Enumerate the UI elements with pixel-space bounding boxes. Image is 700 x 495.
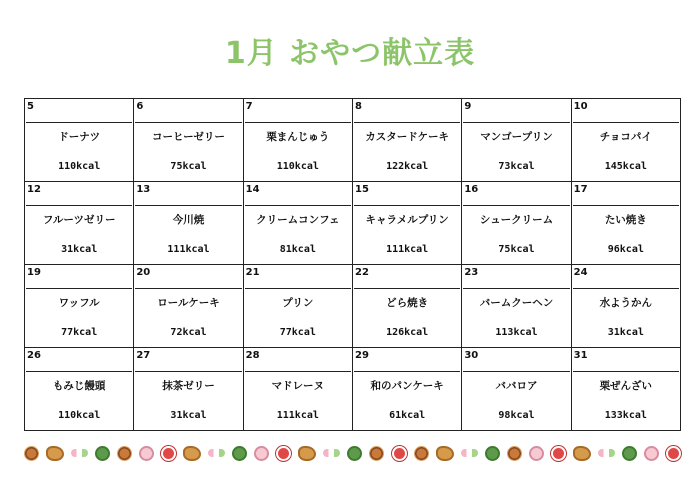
strawberry-daifuku-icon bbox=[276, 446, 291, 461]
calorie-value: 75kcal bbox=[170, 161, 207, 172]
day-number: 27 bbox=[136, 350, 151, 361]
snack-name: シュークリーム bbox=[479, 214, 554, 226]
calorie-value: 110kcal bbox=[58, 410, 101, 421]
kashiwa-mochi-icon bbox=[485, 446, 500, 461]
day-cell bbox=[462, 182, 571, 265]
day-number: 30 bbox=[464, 350, 479, 361]
day-cell bbox=[352, 265, 461, 348]
snack-name: コーヒーゼリー bbox=[152, 131, 225, 143]
day-cell bbox=[571, 182, 680, 265]
snack-name: カスタードケーキ bbox=[365, 131, 450, 143]
taiyaki-icon bbox=[573, 446, 591, 461]
cell-divider bbox=[245, 371, 351, 372]
cell-divider bbox=[135, 288, 241, 289]
cell-divider bbox=[245, 122, 351, 123]
day-cell bbox=[134, 265, 243, 348]
day-number: 19 bbox=[27, 267, 41, 278]
cell-divider bbox=[573, 371, 679, 372]
snack-name: プリン bbox=[282, 297, 314, 309]
cell-divider bbox=[26, 288, 132, 289]
calorie-value: 61kcal bbox=[389, 410, 426, 421]
calorie-value: 110kcal bbox=[276, 161, 319, 172]
cell-divider bbox=[463, 371, 569, 372]
calorie-value: 96kcal bbox=[607, 244, 644, 255]
day-cell bbox=[352, 348, 461, 431]
taiyaki-icon bbox=[46, 446, 64, 461]
day-number: 6 bbox=[136, 101, 144, 112]
day-number: 20 bbox=[136, 267, 151, 278]
day-cell bbox=[571, 99, 680, 182]
dango-icon bbox=[208, 449, 225, 457]
snack-name: 今川焼 bbox=[172, 214, 205, 226]
day-number: 9 bbox=[464, 101, 472, 112]
day-cell bbox=[571, 265, 680, 348]
cell-divider bbox=[354, 205, 460, 206]
day-cell bbox=[243, 182, 352, 265]
snack-name: 栗ぜんざい bbox=[599, 380, 653, 392]
calorie-value: 73kcal bbox=[498, 161, 535, 172]
cell-divider bbox=[135, 205, 241, 206]
calorie-value: 81kcal bbox=[279, 244, 316, 255]
snack-name: クリームコンフェ bbox=[256, 214, 340, 226]
day-cell bbox=[352, 99, 461, 182]
strawberry-daifuku-icon bbox=[392, 446, 407, 461]
day-cell bbox=[571, 348, 680, 431]
day-cell bbox=[134, 182, 243, 265]
taiyaki-icon bbox=[298, 446, 316, 461]
calorie-value: 113kcal bbox=[495, 327, 538, 338]
snack-name: たい焼き bbox=[604, 214, 647, 226]
calorie-value: 111kcal bbox=[386, 244, 429, 255]
calorie-value: 126kcal bbox=[386, 327, 429, 338]
cell-divider bbox=[573, 288, 679, 289]
calorie-value: 75kcal bbox=[498, 244, 535, 255]
day-number: 26 bbox=[27, 350, 41, 361]
day-cell bbox=[243, 99, 352, 182]
strawberry-daifuku-icon bbox=[161, 446, 176, 461]
cell-divider bbox=[463, 288, 569, 289]
kashiwa-mochi-icon bbox=[95, 446, 110, 461]
day-number: 13 bbox=[136, 184, 151, 195]
snack-name: マドレーヌ bbox=[271, 380, 325, 392]
dango-icon bbox=[323, 449, 340, 457]
snack-name: 水ようかん bbox=[599, 297, 653, 309]
sweets-border-decoration bbox=[24, 443, 681, 463]
cell-divider bbox=[135, 122, 241, 123]
cell-divider bbox=[354, 122, 460, 123]
day-cell bbox=[134, 348, 243, 431]
calorie-value: 145kcal bbox=[604, 161, 647, 172]
snack-name: ロールケーキ bbox=[157, 297, 220, 309]
mochi-icon bbox=[254, 446, 269, 461]
day-number: 14 bbox=[245, 184, 260, 195]
calorie-value: 122kcal bbox=[386, 161, 429, 172]
snack-name: 抹茶ゼリー bbox=[162, 380, 215, 392]
day-cell bbox=[25, 182, 134, 265]
day-cell bbox=[462, 348, 571, 431]
mochi-icon bbox=[139, 446, 154, 461]
dorayaki-icon bbox=[24, 446, 39, 461]
calorie-value: 77kcal bbox=[279, 327, 316, 338]
calorie-value: 133kcal bbox=[604, 410, 647, 421]
snack-name: ババロア bbox=[495, 380, 538, 392]
day-number: 5 bbox=[27, 101, 34, 112]
week-row bbox=[25, 348, 681, 431]
calorie-value: 77kcal bbox=[61, 327, 98, 338]
dango-icon bbox=[461, 449, 478, 457]
snack-name: マンゴープリン bbox=[480, 131, 553, 143]
day-cell bbox=[25, 348, 134, 431]
calorie-value: 111kcal bbox=[276, 410, 319, 421]
kashiwa-mochi-icon bbox=[347, 446, 362, 461]
snack-name: バームクーヘン bbox=[479, 297, 554, 309]
cell-divider bbox=[245, 205, 351, 206]
day-cell bbox=[134, 99, 243, 182]
snack-name: もみじ饅頭 bbox=[52, 380, 106, 392]
snack-name: 和のパンケーキ bbox=[370, 380, 444, 392]
calorie-value: 72kcal bbox=[170, 327, 207, 338]
week-row bbox=[25, 265, 681, 348]
day-number: 21 bbox=[245, 267, 260, 278]
calorie-value: 110kcal bbox=[58, 161, 101, 172]
cell-divider bbox=[354, 288, 460, 289]
day-number: 16 bbox=[464, 184, 479, 195]
snack-name: チョコパイ bbox=[599, 131, 652, 143]
day-number: 23 bbox=[464, 267, 479, 278]
day-cell bbox=[462, 265, 571, 348]
day-cell bbox=[243, 265, 352, 348]
cell-divider bbox=[354, 371, 460, 372]
cell-divider bbox=[26, 371, 132, 372]
cell-divider bbox=[463, 205, 569, 206]
mochi-icon bbox=[644, 446, 659, 461]
day-number: 31 bbox=[573, 350, 588, 361]
day-cell bbox=[243, 348, 352, 431]
day-number: 12 bbox=[27, 184, 41, 195]
cell-divider bbox=[573, 205, 679, 206]
day-cell bbox=[462, 99, 571, 182]
day-number: 28 bbox=[245, 350, 260, 361]
calorie-value: 98kcal bbox=[498, 410, 535, 421]
dorayaki-icon bbox=[117, 446, 132, 461]
day-number: 15 bbox=[354, 184, 369, 195]
week-row bbox=[25, 99, 681, 182]
dorayaki-icon bbox=[369, 446, 384, 461]
dango-icon bbox=[598, 449, 615, 457]
cell-divider bbox=[573, 122, 679, 123]
calorie-value: 31kcal bbox=[61, 244, 98, 255]
day-cell bbox=[25, 265, 134, 348]
calorie-value: 31kcal bbox=[170, 410, 207, 421]
mochi-icon bbox=[529, 446, 544, 461]
week-row bbox=[25, 182, 681, 265]
snack-name: どら焼き bbox=[386, 297, 429, 309]
snack-name: ドーナツ bbox=[58, 131, 101, 143]
day-number: 29 bbox=[354, 350, 369, 361]
strawberry-daifuku-icon bbox=[551, 446, 566, 461]
strawberry-daifuku-icon bbox=[666, 446, 681, 461]
snack-name: キャラメルプリン bbox=[365, 214, 449, 226]
day-number: 7 bbox=[245, 101, 253, 112]
day-number: 8 bbox=[354, 101, 362, 112]
cell-divider bbox=[26, 205, 132, 206]
page-title: 1月 おやつ献立表 bbox=[224, 36, 476, 71]
cell-divider bbox=[245, 288, 351, 289]
day-number: 24 bbox=[573, 267, 588, 278]
cell-divider bbox=[26, 122, 132, 123]
dorayaki-icon bbox=[507, 446, 522, 461]
kashiwa-mochi-icon bbox=[232, 446, 247, 461]
snack-menu-table bbox=[24, 98, 681, 431]
taiyaki-icon bbox=[436, 446, 454, 461]
cell-divider bbox=[135, 371, 241, 372]
calorie-value: 31kcal bbox=[607, 327, 644, 338]
day-cell bbox=[25, 99, 134, 182]
cell-divider bbox=[463, 122, 569, 123]
snack-name: 栗まんじゅう bbox=[266, 131, 330, 143]
day-number: 17 bbox=[573, 184, 588, 195]
dorayaki-icon bbox=[414, 446, 429, 461]
snack-name: フルーツゼリー bbox=[42, 214, 116, 226]
calorie-value: 111kcal bbox=[167, 244, 210, 255]
dango-icon bbox=[71, 449, 88, 457]
day-number: 22 bbox=[354, 267, 369, 278]
day-cell bbox=[352, 182, 461, 265]
kashiwa-mochi-icon bbox=[622, 446, 637, 461]
snack-name: ワッフル bbox=[58, 297, 100, 309]
taiyaki-icon bbox=[183, 446, 201, 461]
day-number: 10 bbox=[573, 101, 588, 112]
